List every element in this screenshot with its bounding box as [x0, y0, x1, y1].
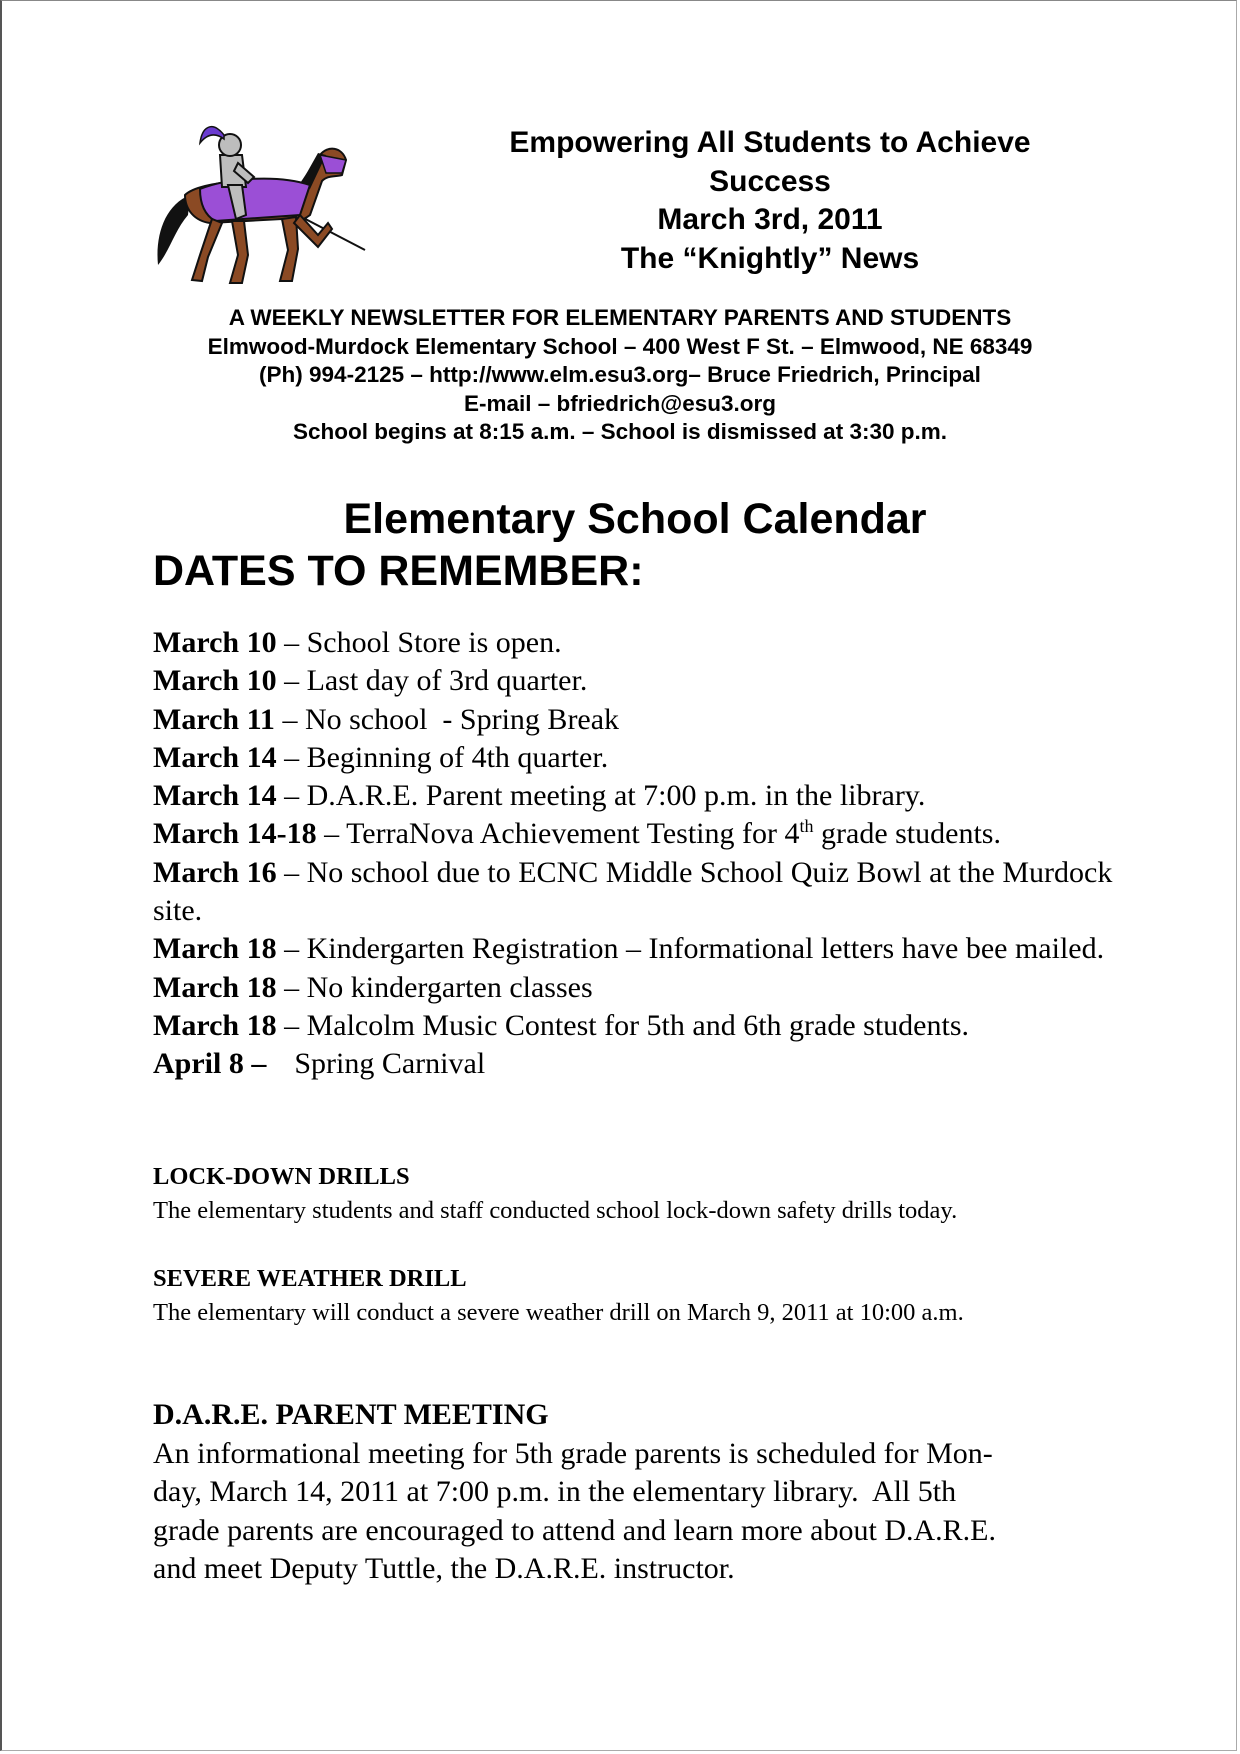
section-title: SEVERE WEATHER DRILL: [153, 1265, 467, 1292]
dare-section: [153, 1396, 1138, 1589]
list-item: [153, 1007, 1123, 1045]
list-item: [153, 701, 1123, 739]
entry-sep: –: [276, 740, 307, 774]
entry-date: March 18: [153, 970, 277, 1004]
entry-date: March 18: [153, 1008, 277, 1042]
entry-text: Beginning of 4th quarter.: [306, 740, 609, 774]
school-hours: School begins at 8:15 a.m. – School is dismissed at 3:30 p.m.: [293, 419, 947, 445]
section-body: [153, 1435, 1138, 1589]
dates-heading: DATES TO REMEMBER:: [153, 547, 644, 595]
list-item: [153, 624, 1123, 662]
list-item: [153, 815, 1123, 853]
motto-line-1: Empowering All Students to Achieve: [509, 126, 1031, 159]
entry-date: March 18: [153, 932, 277, 966]
list-item: [153, 969, 1123, 1007]
entry-text: Spring Carnival: [294, 1047, 486, 1081]
body-line: grade parents are encouraged to attend and learn more about D.A.R.E.: [153, 1513, 996, 1547]
knight-on-horse-icon: [150, 115, 370, 290]
entry-text: D.A.R.E. Parent meeting at 7:00 p.m. in the library.: [306, 779, 926, 813]
entry-text: School Store is open.: [306, 626, 562, 659]
entry-text: TerraNova Achievement Testing for 4: [346, 817, 800, 851]
body-line: and meet Deputy Tuttle, the D.A.R.E. instructor.: [153, 1552, 735, 1585]
entry-sep: –: [276, 932, 307, 966]
entry-sep: –: [316, 817, 347, 851]
entry-sep: –: [274, 702, 305, 736]
entry-text: Kindergarten Registration – Informational letters have bee mailed.: [306, 932, 1105, 966]
entry-sep: –: [276, 664, 307, 698]
list-item: [153, 662, 1123, 700]
lockdown-section: [153, 1160, 1138, 1227]
section-body: The elementary students and staff conducted school lock-down safety drills today.: [153, 1197, 958, 1224]
list-item: [153, 777, 1123, 815]
entry-date: April 8 –: [153, 1047, 267, 1081]
issue-date: March 3rd, 2011: [657, 203, 883, 236]
school-address: Elmwood-Murdock Elementary School – 400 West F St. – Elmwood, NE 68349: [207, 333, 1033, 359]
list-item: [153, 854, 1123, 931]
principal-email: E-mail – bfriedrich@esu3.org: [463, 390, 777, 416]
entry-text-cont: grade students.: [813, 817, 1001, 851]
entry-text: No kindergarten classes: [306, 970, 593, 1004]
entry-date: March 10: [153, 626, 277, 659]
body-line: day, March 14, 2011 at 7:00 p.m. in the elementary library. All 5th: [153, 1475, 957, 1508]
entry-date: March 14-18: [153, 817, 317, 851]
entry-text: No school - Spring Break: [304, 702, 620, 736]
motto-line-2: Success: [709, 164, 831, 198]
entry-sep: –: [276, 970, 307, 1004]
body-line: An informational meeting for 5th grade parents is scheduled for Mon-: [153, 1436, 993, 1470]
newsletter-tagline: A WEEKLY NEWSLETTER FOR ELEMENTARY PARENTS AND STUDENTS: [228, 305, 1012, 330]
newsletter-name: The “Knightly” News: [620, 241, 920, 275]
ordinal-suffix: th: [799, 816, 814, 837]
entry-date: March 14: [153, 779, 277, 813]
entry-date: March 10: [153, 664, 277, 698]
section-body: The elementary will conduct a severe weather drill on March 9, 2011 at 10:00 a.m.: [153, 1299, 964, 1326]
school-contact: (Ph) 994-2125 – http://www.elm.esu3.org– Bruce Friedrich, Principal: [259, 362, 981, 388]
entry-sep: –: [276, 626, 307, 659]
entry-date: March 14: [153, 740, 277, 774]
entry-text: Last day of 3rd quarter.: [306, 664, 588, 698]
entry-date: March 16: [153, 855, 277, 889]
section-title: D.A.R.E. PARENT MEETING: [153, 1398, 549, 1431]
section-title: LOCK-DOWN DRILLS: [153, 1163, 410, 1190]
entry-sep: –: [276, 1008, 307, 1042]
entry-sep: –: [276, 855, 307, 889]
list-item: [153, 930, 1123, 968]
school-info: [100, 304, 1140, 447]
entry-text: Malcolm Music Contest for 5th and 6th grade students.: [306, 1008, 969, 1042]
dates-list: [153, 624, 1123, 1084]
calendar-title: Elementary School Calendar: [343, 495, 927, 543]
list-item: [153, 1045, 1123, 1083]
list-item: [153, 739, 1123, 777]
weather-section: [153, 1262, 1083, 1329]
newsletter-header: [400, 124, 1140, 278]
entry-text: No school due to ECNC Middle School Quiz Bowl at the Murdock site.: [153, 855, 1113, 928]
entry-sep: –: [276, 779, 307, 813]
entry-date: March 11: [153, 702, 275, 736]
